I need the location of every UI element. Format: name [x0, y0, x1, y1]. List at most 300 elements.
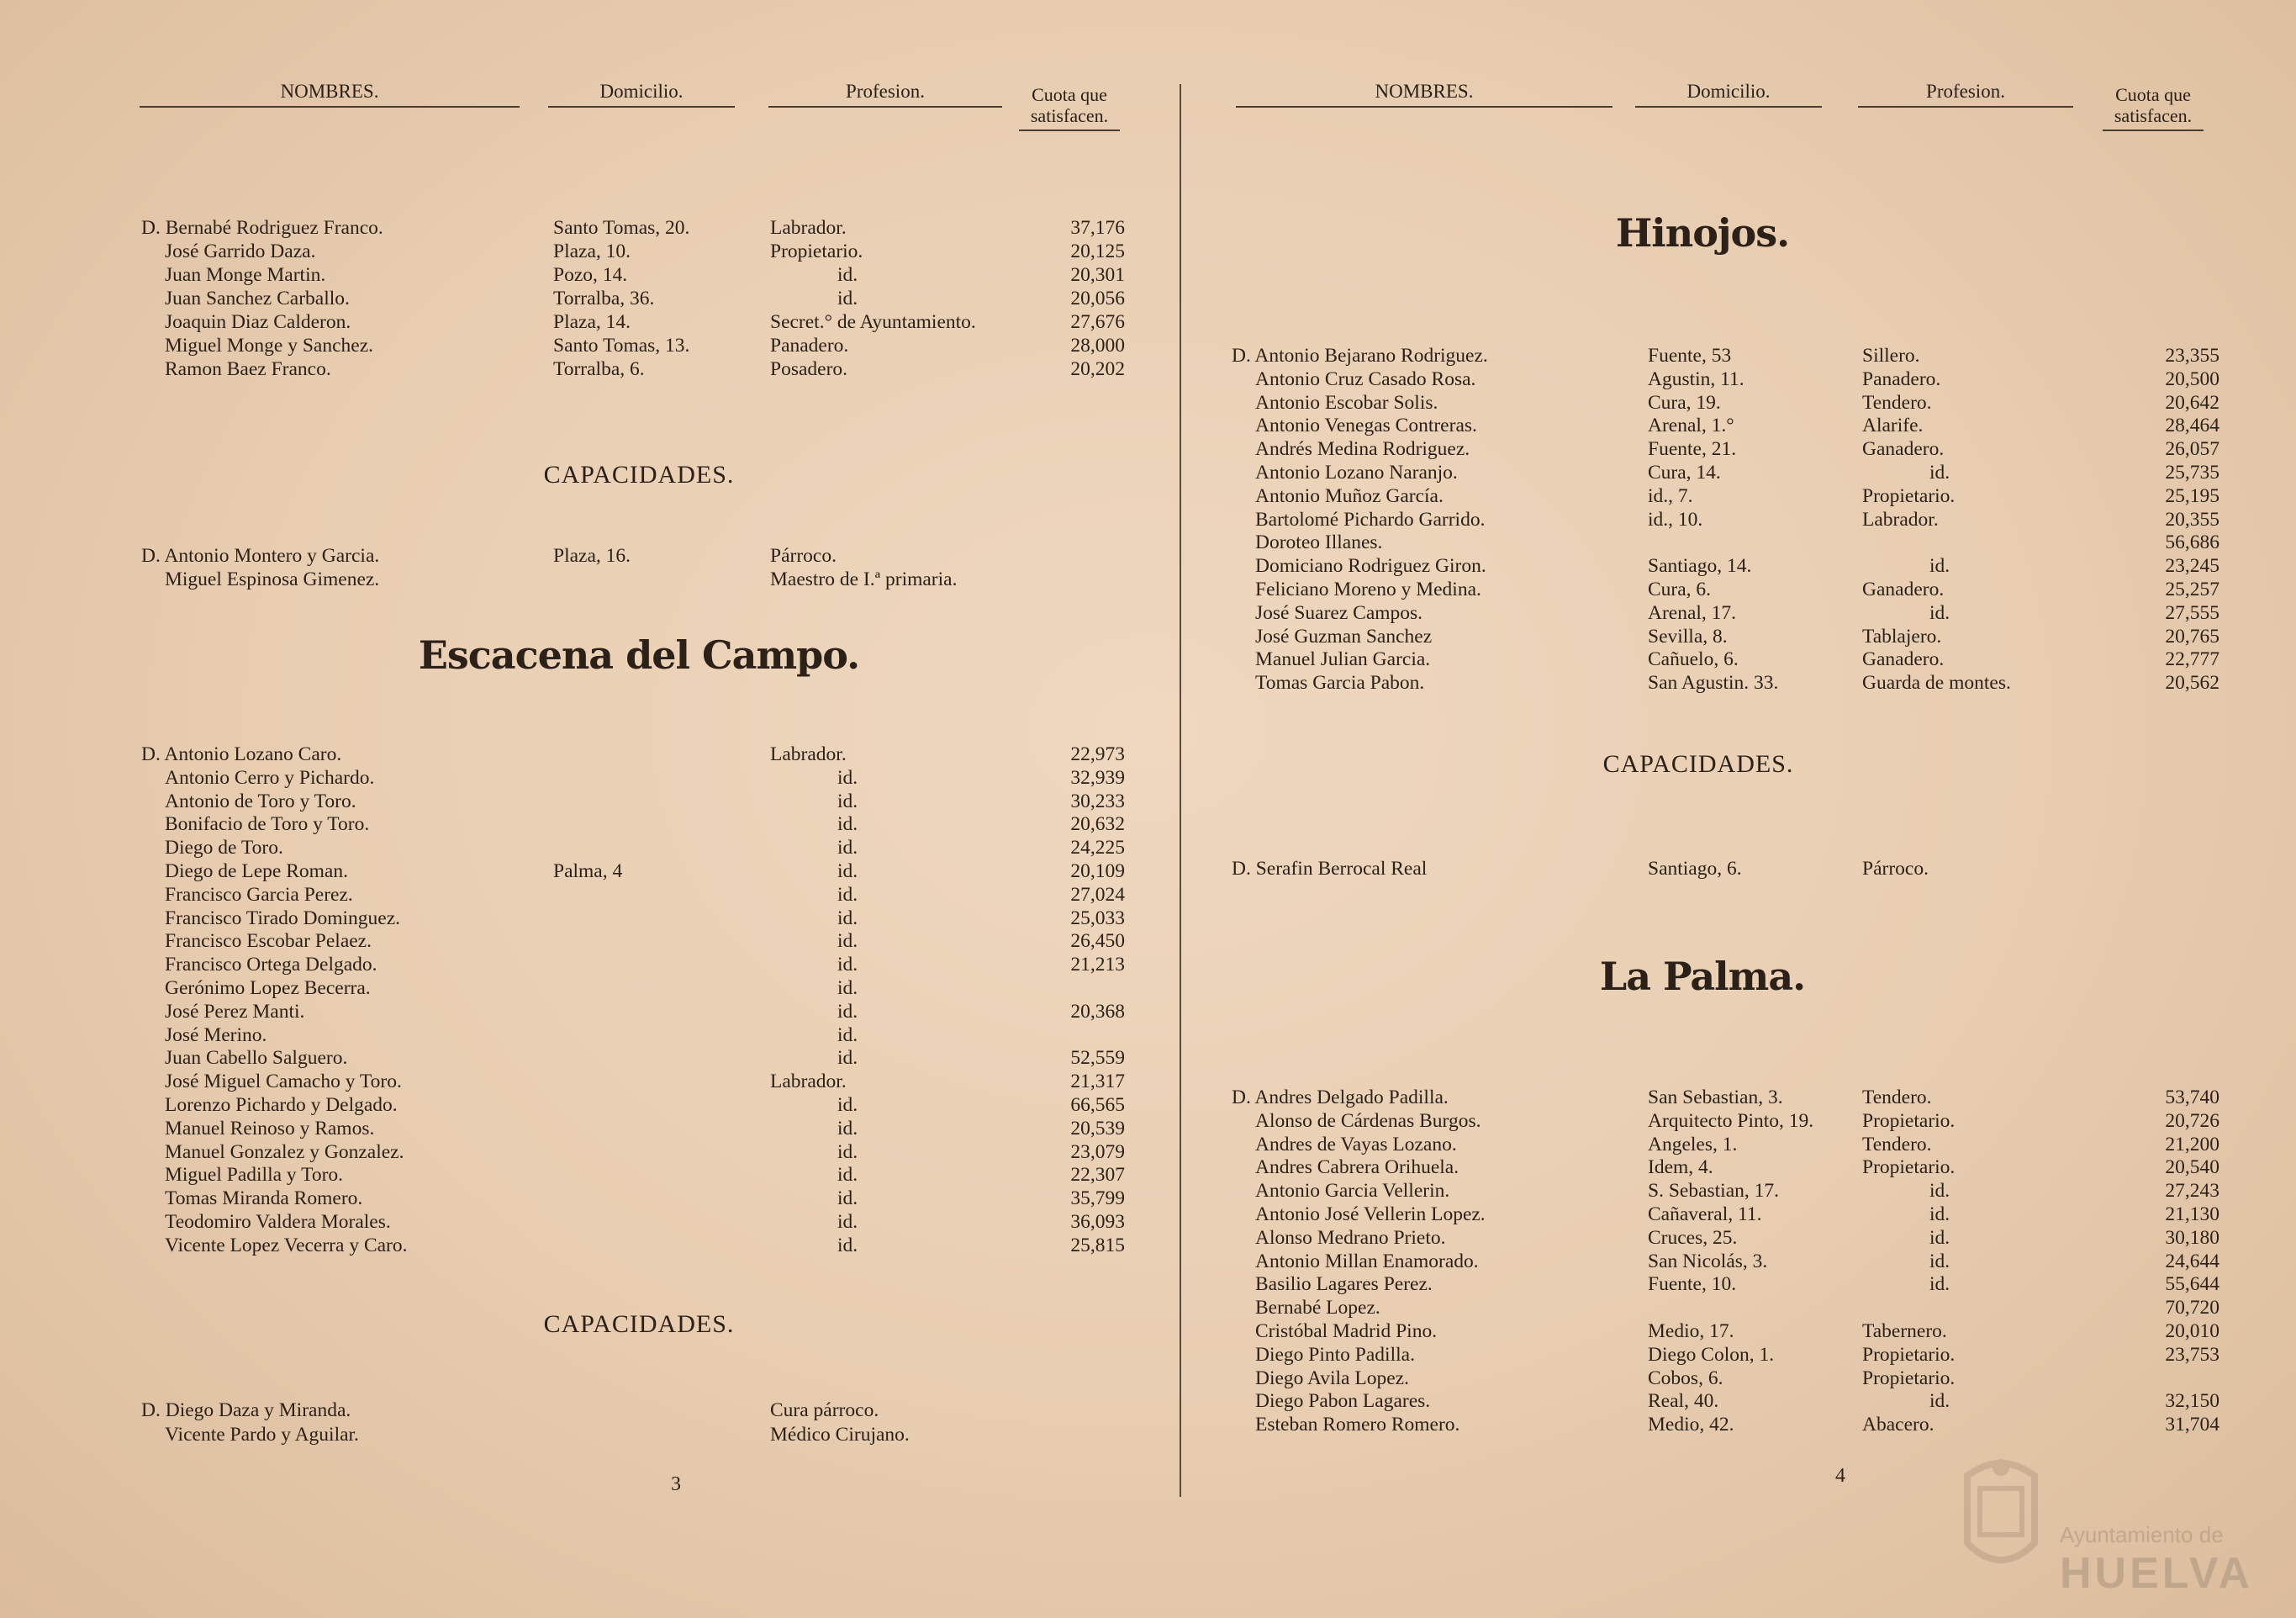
cell-profession: Panadero.	[1862, 367, 1941, 390]
cell-name: Miguel Monge y Sanchez.	[165, 335, 374, 357]
cell-quota: 53,740	[2165, 1087, 2219, 1108]
table-row	[1232, 648, 2219, 672]
cell-profession: id.	[1929, 555, 1950, 578]
cell-quota: 27,555	[2165, 601, 2219, 624]
table-row	[141, 813, 1125, 837]
cell-quota: 20,301	[1070, 264, 1125, 286]
table-row	[1232, 1180, 2219, 1203]
table-row	[1232, 1297, 2219, 1320]
cell-profession: Párroco.	[1862, 858, 1929, 880]
table-row	[1232, 858, 2219, 881]
header-names	[140, 81, 520, 108]
cell-profession: Tendero.	[1862, 391, 1932, 414]
table-row	[1232, 1414, 2219, 1437]
cell-quota: 23,079	[1070, 1140, 1125, 1163]
cell-profession: Propietario.	[1862, 1367, 1956, 1389]
table-row	[141, 977, 1125, 1001]
header-names-label: NOMBRES.	[140, 81, 520, 108]
table-row	[141, 241, 1125, 264]
cell-quota: 25,735	[2165, 461, 2219, 484]
table-row	[141, 907, 1125, 931]
cell-name: Miguel Espinosa Gimenez.	[165, 568, 380, 590]
cell-domicile: Cura, 6.	[1648, 578, 1712, 600]
cell-profession: id.	[1929, 1250, 1950, 1272]
cell-quota: 22,307	[1070, 1164, 1125, 1187]
table-row	[141, 1024, 1125, 1048]
cell-domicile: Santiago, 14.	[1648, 555, 1752, 578]
cell-name: Francisco Garcia Perez.	[165, 883, 353, 906]
cell-name: D. Diego Daza y Miranda.	[141, 1399, 351, 1421]
cell-quota: 32,150	[2165, 1390, 2219, 1413]
cell-domicile: Cruces, 25.	[1648, 1226, 1738, 1249]
cell-name: Basilio Lagares Perez.	[1255, 1273, 1433, 1296]
cell-profession: Tendero.	[1862, 1133, 1932, 1155]
table-row	[141, 335, 1125, 358]
cell-domicile: Cura, 14.	[1648, 461, 1721, 484]
cell-profession: Posadero.	[770, 358, 848, 380]
cell-quota: 28,464	[2165, 415, 2219, 437]
cell-name: Diego de Lepe Roman.	[165, 859, 348, 882]
cell-quota: 66,565	[1070, 1093, 1125, 1116]
header-profession-right-label: Profesion.	[1858, 81, 2073, 108]
page-number-left: 3	[671, 1473, 681, 1495]
cell-profession: Párroco.	[770, 545, 837, 567]
header-names-right	[1236, 81, 1612, 108]
header-quota-right-line2: satisfacen.	[2103, 105, 2204, 131]
cell-quota: 30,180	[2165, 1226, 2219, 1249]
cell-profession: id.	[837, 1023, 858, 1046]
table-row	[141, 837, 1125, 860]
cell-profession: id.	[837, 1210, 858, 1233]
table-row	[1232, 509, 2219, 532]
cell-quota: 20,540	[2165, 1156, 2219, 1179]
cell-profession: id.	[837, 1187, 858, 1210]
cell-quota: 31,704	[2165, 1414, 2219, 1436]
list-right-group1	[1232, 345, 2219, 695]
cell-name: Ramon Baez Franco.	[165, 358, 331, 380]
cell-name: Vicente Lopez Vecerra y Caro.	[165, 1234, 408, 1256]
cell-name: Joaquin Diaz Calderon.	[165, 311, 351, 333]
table-row	[1232, 1087, 2219, 1110]
header-domicile-label: Domicilio.	[548, 81, 735, 108]
cell-name: Bonifacio de Toro y Toro.	[165, 813, 370, 836]
cell-name: José Perez Manti.	[165, 1000, 305, 1023]
town-title-hinojos: Hinojos.	[1615, 210, 1790, 256]
list-right-cap1	[1232, 858, 2219, 881]
table-row	[141, 1235, 1125, 1258]
cell-domicile: Angeles, 1.	[1648, 1133, 1738, 1155]
table-row	[141, 1187, 1125, 1211]
list-left-cap1	[141, 545, 1125, 592]
table-row	[141, 884, 1125, 907]
cell-profession: id.	[837, 288, 858, 309]
cell-quota: 20,202	[1070, 358, 1125, 380]
table-row	[141, 311, 1125, 335]
cell-domicile: Santo Tomas, 20.	[553, 217, 690, 239]
cell-name: José Merino.	[165, 1023, 267, 1046]
cell-name: Antonio Cruz Casado Rosa.	[1255, 367, 1476, 390]
cell-name: José Suarez Campos.	[1255, 601, 1423, 624]
cell-domicile: Torralba, 6.	[553, 358, 645, 380]
table-row	[141, 1211, 1125, 1235]
cell-profession: Propietario.	[1862, 1109, 1956, 1132]
table-row	[141, 767, 1125, 790]
cell-profession: Tabernero.	[1862, 1319, 1947, 1342]
header-names-right-label: NOMBRES.	[1236, 81, 1612, 108]
cell-profession: Abacero.	[1862, 1414, 1934, 1436]
cell-quota: 32,939	[1070, 766, 1125, 789]
cell-profession: id.	[837, 837, 858, 859]
table-row	[141, 1094, 1125, 1118]
cell-domicile: Plaza, 10.	[553, 241, 631, 262]
cell-profession: id.	[837, 1117, 858, 1139]
cell-profession: id.	[837, 976, 858, 999]
cell-quota: 24,644	[2165, 1250, 2219, 1272]
cell-quota: 23,355	[2165, 345, 2219, 367]
table-row	[141, 954, 1125, 977]
cell-profession: id.	[1929, 1273, 1950, 1296]
cell-name: Francisco Escobar Pelaez.	[165, 930, 372, 953]
cell-name: Alonso de Cárdenas Burgos.	[1255, 1109, 1481, 1132]
cell-name: Tomas Miranda Romero.	[165, 1187, 363, 1210]
cell-domicile: Agustin, 11.	[1648, 367, 1744, 390]
header-profession-right	[1858, 81, 2073, 108]
cell-quota: 30,233	[1070, 790, 1125, 812]
cell-quota: 20,368	[1070, 1000, 1125, 1023]
cell-profession: id.	[837, 930, 858, 953]
cell-domicile: Palma, 4	[553, 859, 623, 882]
cell-profession: id.	[837, 1000, 858, 1023]
table-row	[1232, 1227, 2219, 1251]
section-capacidades-left2: CAPACIDADES.	[543, 1310, 735, 1338]
cell-name: Antonio de Toro y Toro.	[165, 790, 356, 812]
table-row	[1232, 1251, 2219, 1274]
table-row	[1232, 672, 2219, 695]
cell-name: Feliciano Moreno y Medina.	[1255, 578, 1481, 600]
cell-domicile: Arenal, 1.°	[1648, 415, 1734, 437]
cell-quota: 36,093	[1070, 1210, 1125, 1233]
header-domicile	[548, 81, 735, 108]
cell-name: Antonio José Vellerin Lopez.	[1255, 1203, 1486, 1225]
table-row	[1232, 555, 2219, 579]
cell-profession: Ganadero.	[1862, 438, 1945, 461]
table-row	[141, 1047, 1125, 1071]
cell-quota: 55,644	[2165, 1273, 2219, 1296]
cell-name: Diego de Toro.	[165, 837, 283, 859]
cell-domicile: Idem, 4.	[1648, 1156, 1713, 1179]
cell-profession: id.	[1929, 1203, 1950, 1225]
cell-domicile: Arquitecto Pinto, 19.	[1648, 1109, 1814, 1132]
cell-profession: Tablajero.	[1862, 625, 1942, 648]
cell-name: Antonio Millan Enamorado.	[1255, 1250, 1479, 1272]
cell-name: Diego Pinto Padilla.	[1255, 1343, 1415, 1366]
table-row	[1232, 1344, 2219, 1367]
cell-name: Antonio Venegas Contreras.	[1255, 415, 1477, 437]
cell-quota: 20,010	[2165, 1319, 2219, 1342]
cell-domicile: Sevilla, 8.	[1648, 625, 1728, 648]
cell-name: Francisco Tirado Dominguez.	[165, 907, 401, 929]
cell-name: D. Antonio Lozano Caro.	[141, 743, 342, 765]
cell-domicile: Santo Tomas, 13.	[553, 335, 690, 357]
header-quota-line1: Cuota que	[1032, 84, 1107, 105]
cell-name: Antonio Garcia Vellerin.	[1255, 1180, 1450, 1203]
cell-profession: id.	[837, 883, 858, 906]
cell-domicile: S. Sebastian, 17.	[1648, 1180, 1780, 1203]
cell-profession: Propietario.	[1862, 1343, 1956, 1366]
cell-profession: Propietario.	[770, 241, 863, 262]
cell-profession: id.	[837, 813, 858, 836]
table-row	[141, 288, 1125, 311]
cell-quota: 20,500	[2165, 367, 2219, 390]
cell-name: D. Andres Delgado Padilla.	[1232, 1087, 1449, 1108]
cell-domicile: San Nicolás, 3.	[1648, 1250, 1768, 1272]
table-row	[1232, 438, 2219, 462]
table-row	[141, 545, 1125, 568]
header-profession	[768, 81, 1002, 108]
town-title-escacena: Escacena del Campo.	[418, 632, 860, 678]
table-row	[141, 860, 1125, 884]
cell-profession: id.	[1929, 601, 1950, 624]
cell-profession: id.	[837, 766, 858, 789]
table-row	[1232, 345, 2219, 368]
table-row	[141, 1164, 1125, 1187]
cell-domicile: Santiago, 6.	[1648, 858, 1742, 880]
cell-quota: 37,176	[1070, 217, 1125, 239]
watermark-text	[2060, 1522, 2253, 1599]
cell-name: Miguel Padilla y Toro.	[165, 1164, 344, 1187]
header-domicile-right	[1635, 81, 1822, 108]
cell-domicile: id., 10.	[1648, 508, 1703, 531]
cell-name: Bernabé Lopez.	[1255, 1297, 1380, 1319]
table-row	[141, 790, 1125, 814]
cell-domicile: Plaza, 14.	[553, 311, 631, 333]
cell-quota: 22,777	[2165, 648, 2219, 671]
cell-profession: id.	[837, 907, 858, 929]
cell-quota: 20,056	[1070, 288, 1125, 309]
cell-domicile: Pozo, 14.	[553, 264, 628, 286]
cell-name: José Miguel Camacho y Toro.	[165, 1071, 402, 1093]
cell-profession: Labrador.	[770, 217, 847, 239]
list-left-group2	[141, 743, 1125, 1258]
cell-quota: 21,317	[1070, 1071, 1125, 1093]
table-row	[141, 358, 1125, 382]
cell-name: D. Bernabé Rodriguez Franco.	[141, 217, 383, 239]
table-row	[141, 1118, 1125, 1141]
cell-name: D. Serafin Berrocal Real	[1232, 858, 1428, 880]
table-row	[1232, 1390, 2219, 1414]
table-row	[1232, 1320, 2219, 1344]
table-row	[141, 264, 1125, 288]
cell-quota: 35,799	[1070, 1187, 1125, 1210]
cell-name: Esteban Romero Romero.	[1255, 1414, 1460, 1436]
cell-domicile: Medio, 17.	[1648, 1319, 1734, 1342]
table-row	[1232, 1203, 2219, 1227]
table-row	[141, 930, 1125, 954]
cell-name: Diego Pabon Lagares.	[1255, 1390, 1431, 1413]
cell-domicile: id., 7.	[1648, 484, 1693, 507]
cell-domicile: Diego Colon, 1.	[1648, 1343, 1775, 1366]
cell-domicile: Cura, 19.	[1648, 391, 1721, 414]
table-row	[1232, 415, 2219, 438]
cell-quota: 25,195	[2165, 484, 2219, 507]
cell-quota: 23,245	[2165, 555, 2219, 578]
section-capacidades-right: CAPACIDADES.	[1602, 750, 1794, 778]
table-row	[1232, 392, 2219, 415]
cell-quota: 21,130	[2165, 1203, 2219, 1225]
cell-domicile: Cobos, 6.	[1648, 1367, 1723, 1389]
cell-quota: 25,033	[1070, 907, 1125, 929]
cell-quota: 26,057	[2165, 438, 2219, 461]
cell-quota: 23,753	[2165, 1343, 2219, 1366]
section-capacidades-left1: CAPACIDADES.	[543, 461, 735, 489]
cell-domicile: Plaza, 16.	[553, 545, 631, 567]
cell-profession: id.	[1929, 1180, 1950, 1203]
cell-quota: 20,642	[2165, 391, 2219, 414]
page-number-right: 4	[1835, 1465, 1845, 1487]
cell-quota: 20,539	[1070, 1117, 1125, 1139]
cell-name: Antonio Lozano Naranjo.	[1255, 461, 1458, 484]
cell-domicile: San Sebastian, 3.	[1648, 1087, 1783, 1108]
list-right-group2	[1232, 1087, 2219, 1437]
cell-name: Alonso Medrano Prieto.	[1255, 1226, 1446, 1249]
cell-name: D. Antonio Montero y Garcia.	[141, 545, 380, 567]
cell-name: Antonio Cerro y Pichardo.	[165, 766, 375, 789]
cell-profession: id.	[837, 1047, 858, 1070]
list-left-group1	[141, 217, 1125, 382]
cell-profession: Alarife.	[1862, 415, 1924, 437]
cell-quota: 52,559	[1070, 1047, 1125, 1070]
cell-quota: 24,225	[1070, 837, 1125, 859]
cell-quota: 25,815	[1070, 1234, 1125, 1256]
table-row	[1232, 602, 2219, 626]
cell-profession: Ganadero.	[1862, 578, 1945, 600]
cell-quota: 22,973	[1070, 743, 1125, 765]
cell-name: Cristóbal Madrid Pino.	[1255, 1319, 1438, 1342]
cell-quota: 21,200	[2165, 1133, 2219, 1155]
cell-profession: Ganadero.	[1862, 648, 1945, 671]
header-profession-label: Profesion.	[768, 81, 1002, 108]
cell-profession: Labrador.	[770, 743, 847, 765]
cell-profession: Médico Cirujano.	[770, 1424, 910, 1446]
cell-name: Vicente Pardo y Aguilar.	[165, 1424, 359, 1446]
list-left-cap2	[141, 1399, 1125, 1448]
cell-name: Juan Sanchez Carballo.	[165, 288, 350, 309]
cell-quota: 20,632	[1070, 813, 1125, 836]
table-row	[1232, 1134, 2219, 1157]
cell-quota: 20,726	[2165, 1109, 2219, 1132]
table-row	[1232, 531, 2219, 555]
cell-profession: id.	[837, 1140, 858, 1163]
table-row	[1232, 1273, 2219, 1297]
cell-profession: id.	[837, 954, 858, 976]
table-row	[141, 1071, 1125, 1094]
cell-profession: id.	[837, 1093, 858, 1116]
cell-name: Manuel Julian Garcia.	[1255, 648, 1431, 671]
watermark-line2: HUELVA	[2060, 1549, 2254, 1598]
table-row	[141, 1399, 1125, 1424]
cell-profession: Labrador.	[1862, 508, 1939, 531]
cell-profession: id.	[1929, 461, 1950, 484]
cell-quota: 21,213	[1070, 954, 1125, 976]
cell-quota: 28,000	[1070, 335, 1125, 357]
table-row	[141, 1141, 1125, 1165]
table-row	[141, 217, 1125, 241]
header-quota-right-line1: Cuota que	[2115, 84, 2191, 105]
cell-profession: Maestro de I.ª primaria.	[770, 568, 958, 590]
cell-quota: 20,125	[1070, 241, 1125, 262]
cell-quota: 56,686	[2165, 531, 2219, 554]
cell-domicile: Fuente, 21.	[1648, 438, 1737, 461]
cell-name: Manuel Gonzalez y Gonzalez.	[165, 1140, 404, 1163]
right-page	[1181, 0, 2296, 1618]
cell-name: Bartolomé Pichardo Garrido.	[1255, 508, 1486, 531]
cell-domicile: Cañaveral, 11.	[1648, 1203, 1762, 1225]
cell-profession: id.	[837, 859, 858, 882]
cell-profession: Cura párroco.	[770, 1399, 879, 1421]
cell-profession: Panadero.	[770, 335, 849, 357]
cell-name: Teodomiro Valdera Morales.	[165, 1210, 391, 1233]
cell-profession: id.	[1929, 1390, 1950, 1413]
header-quota-line2: satisfacen.	[1019, 105, 1120, 131]
cell-quota: 20,109	[1070, 859, 1125, 882]
header-quota-right	[2103, 84, 2204, 131]
cell-name: Juan Cabello Salguero.	[165, 1047, 348, 1070]
cell-profession: Propietario.	[1862, 1156, 1956, 1179]
cell-profession: id.	[837, 264, 858, 286]
cell-name: Antonio Escobar Solis.	[1255, 391, 1438, 414]
table-row	[1232, 462, 2219, 485]
huelva-crest-icon	[1955, 1451, 2047, 1577]
cell-profession: Tendero.	[1862, 1087, 1932, 1108]
cell-name: Juan Monge Martin.	[165, 264, 326, 286]
cell-domicile: Torralba, 36.	[553, 288, 655, 309]
cell-name: Antonio Muñoz García.	[1255, 484, 1444, 507]
cell-name: Gerónimo Lopez Becerra.	[165, 976, 371, 999]
table-row	[141, 568, 1125, 592]
watermark-line1: Ayuntamiento de	[2060, 1522, 2224, 1547]
cell-domicile: Fuente, 53	[1648, 345, 1732, 367]
town-title-la-palma: La Palma.	[1599, 954, 1806, 999]
table-row	[141, 1424, 1125, 1448]
table-row	[1232, 368, 2219, 392]
cell-name: Doroteo Illanes.	[1255, 531, 1383, 554]
cell-name: Diego Avila Lopez.	[1255, 1367, 1409, 1389]
cell-quota: 20,765	[2165, 625, 2219, 648]
cell-quota: 20,355	[2165, 508, 2219, 531]
cell-profession: Labrador.	[770, 1071, 847, 1093]
header-domicile-right-label: Domicilio.	[1635, 81, 1822, 108]
cell-profession: Secret.° de Ayuntamiento.	[770, 311, 976, 333]
table-row	[141, 743, 1125, 767]
cell-name: Andres Cabrera Orihuela.	[1255, 1156, 1459, 1179]
table-row	[1232, 1156, 2219, 1180]
cell-name: Andrés Medina Rodriguez.	[1255, 438, 1470, 461]
cell-quota: 20,562	[2165, 672, 2219, 695]
cell-profession: id.	[1929, 1226, 1950, 1249]
cell-name: Lorenzo Pichardo y Delgado.	[165, 1093, 398, 1116]
table-row	[1232, 485, 2219, 509]
cell-name: Manuel Reinoso y Ramos.	[165, 1117, 375, 1139]
table-row	[1232, 1110, 2219, 1134]
cell-profession: Guarda de montes.	[1862, 672, 2011, 695]
cell-quota: 27,243	[2165, 1180, 2219, 1203]
cell-domicile: Real, 40.	[1648, 1390, 1719, 1413]
cell-name: José Guzman Sanchez	[1255, 625, 1433, 648]
cell-name: Andres de Vayas Lozano.	[1255, 1133, 1457, 1155]
table-row	[1232, 1367, 2219, 1391]
cell-name: Tomas Garcia Pabon.	[1255, 672, 1425, 695]
cell-domicile: Cañuelo, 6.	[1648, 648, 1739, 671]
